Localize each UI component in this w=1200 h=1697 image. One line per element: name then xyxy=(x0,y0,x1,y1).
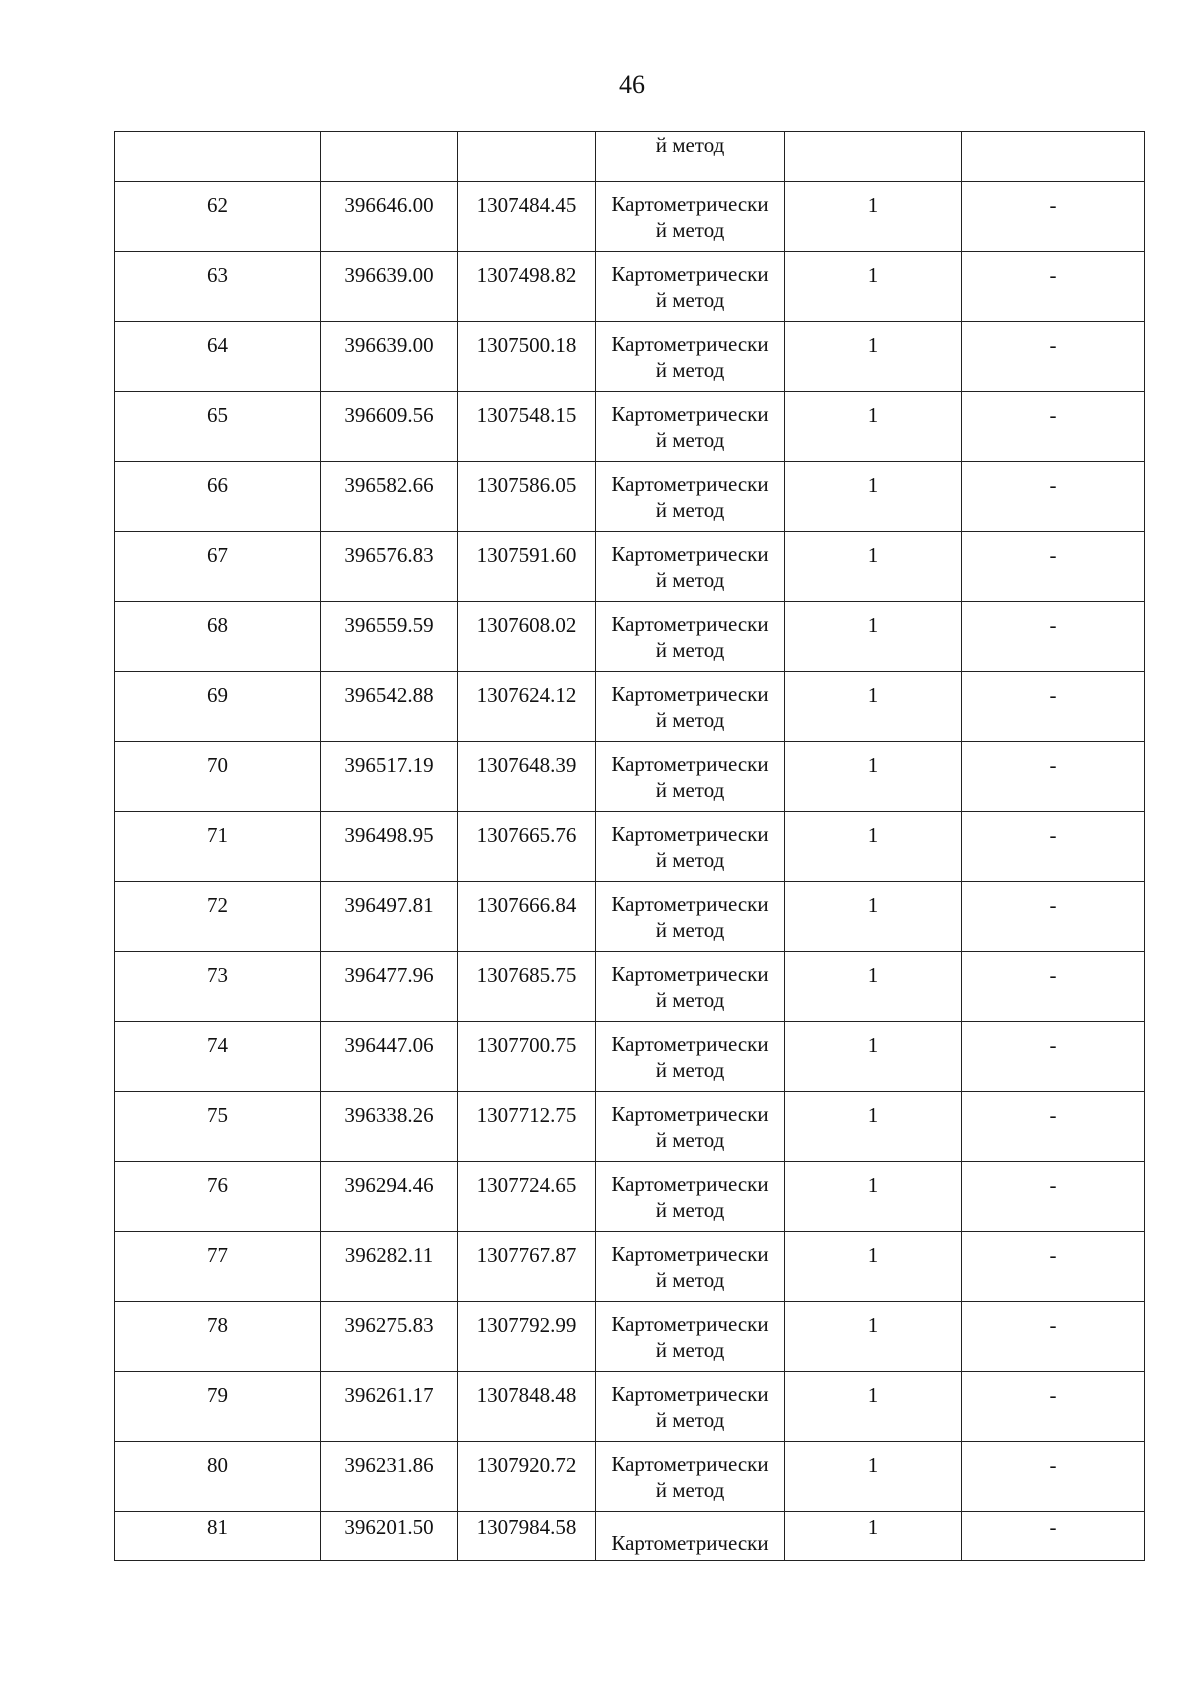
cell-y xyxy=(458,1162,596,1232)
method-line-2: й метод xyxy=(655,567,725,592)
cell-method xyxy=(596,1022,785,1092)
cell-y xyxy=(458,952,596,1022)
cell-x-text: 396576.83 xyxy=(344,542,434,567)
cell-y-text: 1307712.75 xyxy=(476,1102,577,1127)
cell-number xyxy=(115,532,321,602)
cell-x xyxy=(321,132,458,182)
cell-note-text: - xyxy=(1049,612,1057,637)
cell-x-text: 396477.96 xyxy=(344,962,434,987)
cell-number xyxy=(115,1022,321,1092)
cell-note xyxy=(962,882,1145,952)
cell-method xyxy=(596,532,785,602)
table-row xyxy=(115,182,1145,252)
cell-x xyxy=(321,952,458,1022)
cell-accuracy-text: 1 xyxy=(867,1452,879,1477)
table-row xyxy=(115,1232,1145,1302)
method-line-1: Картометрически xyxy=(611,261,769,286)
cell-note-text: - xyxy=(1049,1032,1057,1057)
table-row xyxy=(115,392,1145,462)
cell-number: 81 xyxy=(115,1512,321,1561)
cell-x-text: 396275.83 xyxy=(344,1312,434,1337)
cell-method: Картометрически xyxy=(596,1512,785,1561)
method-line-2: й метод xyxy=(655,917,725,942)
cell-accuracy-text: 1 xyxy=(867,192,879,217)
cell-note-text: - xyxy=(1049,402,1057,427)
cell-number-text: 80 xyxy=(207,1452,228,1477)
cell-number xyxy=(115,1372,321,1442)
cell-number-text: 64 xyxy=(207,332,228,357)
cell-method xyxy=(596,1092,785,1162)
cell-number-text: 69 xyxy=(207,682,228,707)
cell-y xyxy=(458,1302,596,1372)
cell-method xyxy=(596,182,785,252)
cell-number xyxy=(115,462,321,532)
cell-accuracy xyxy=(785,182,962,252)
cell-accuracy-text: 1 xyxy=(867,752,879,777)
cell-note xyxy=(962,1232,1145,1302)
cell-accuracy xyxy=(785,952,962,1022)
cell-x xyxy=(321,672,458,742)
cell-note xyxy=(962,1302,1145,1372)
table-row xyxy=(115,952,1145,1022)
cell-accuracy: 1 xyxy=(785,1512,962,1561)
cell-method xyxy=(596,1232,785,1302)
cell-note xyxy=(962,1372,1145,1442)
method-line-1: Картометрически xyxy=(611,471,769,496)
cell-note xyxy=(962,132,1145,182)
method-line-2: й метод xyxy=(655,1407,725,1432)
cell-x-text: 396338.26 xyxy=(344,1102,434,1127)
cell-x xyxy=(321,1232,458,1302)
method-line-2: й метод xyxy=(655,287,725,312)
method-line-1: Картометрически xyxy=(611,611,769,636)
cell-accuracy-text: 1 xyxy=(867,1382,879,1407)
cell-y-text: 1307724.65 xyxy=(476,1172,577,1197)
cell-y-text: 1307767.87 xyxy=(476,1242,577,1267)
cell-x-text: 396447.06 xyxy=(344,1032,434,1057)
table-row xyxy=(115,672,1145,742)
cell-y xyxy=(458,132,596,182)
cell-note-text: - xyxy=(1049,332,1057,357)
cell-accuracy-text: 1 xyxy=(867,682,879,707)
cell-accuracy-text: 1 xyxy=(867,822,879,847)
cell-accuracy-text: 1 xyxy=(867,892,879,917)
cell-x xyxy=(321,1022,458,1092)
method-line-1: Картометрически xyxy=(611,1171,769,1196)
table-row xyxy=(115,1302,1145,1372)
cell-y-text: 1307648.39 xyxy=(476,752,577,777)
cell-y xyxy=(458,322,596,392)
cell-method xyxy=(596,742,785,812)
cell-number xyxy=(115,1162,321,1232)
cell-y-text: 1307608.02 xyxy=(476,612,577,637)
cell-y xyxy=(458,1092,596,1162)
cell-x xyxy=(321,322,458,392)
method-line-1: Картометрически xyxy=(611,961,769,986)
table-row xyxy=(115,742,1145,812)
cell-number-text: 74 xyxy=(207,1032,228,1057)
method-line-2: й метод xyxy=(655,1337,725,1362)
page-number: 46 xyxy=(619,70,645,99)
cell-number xyxy=(115,602,321,672)
cell-y-text: 1307848.48 xyxy=(476,1382,577,1407)
cell-x-text: 396261.17 xyxy=(344,1382,434,1407)
cell-x xyxy=(321,1372,458,1442)
cell-number-text: 67 xyxy=(207,542,228,567)
cell-y xyxy=(458,462,596,532)
cell-note-text: - xyxy=(1049,192,1057,217)
cell-number xyxy=(115,132,321,182)
method-line-2: й метод xyxy=(655,217,725,242)
cell-accuracy xyxy=(785,462,962,532)
cell-number xyxy=(115,322,321,392)
cell-accuracy xyxy=(785,532,962,602)
cell-number-text: 72 xyxy=(207,892,228,917)
cell-y-text: 1307792.99 xyxy=(476,1312,577,1337)
cell-x-text: 396559.59 xyxy=(344,612,434,637)
cell-method xyxy=(596,1372,785,1442)
cell-accuracy xyxy=(785,1162,962,1232)
cell-x-text: 396497.81 xyxy=(344,892,434,917)
cell-y xyxy=(458,182,596,252)
method-line-2: й метод xyxy=(655,1127,725,1152)
cell-note-text: - xyxy=(1049,892,1057,917)
cell-note xyxy=(962,1092,1145,1162)
cell-note xyxy=(962,392,1145,462)
table-row xyxy=(115,1372,1145,1442)
cell-number-text: 79 xyxy=(207,1382,228,1407)
method-line-1: Картометрически xyxy=(611,401,769,426)
cell-method xyxy=(596,1442,785,1512)
table-row xyxy=(115,1162,1145,1232)
cell-x-text: 396282.11 xyxy=(344,1242,434,1267)
method-line-1: Картометрически xyxy=(611,191,769,216)
continuation-row xyxy=(115,132,1145,182)
cell-y xyxy=(458,392,596,462)
cell-x-text: 396646.00 xyxy=(344,192,434,217)
cell-method xyxy=(596,462,785,532)
cell-note-text: - xyxy=(1049,682,1057,707)
cell-y xyxy=(458,672,596,742)
cell-number-text: 71 xyxy=(207,822,228,847)
cell-y-text: 1307548.15 xyxy=(476,402,577,427)
cell-x: 396201.50 xyxy=(321,1512,458,1561)
table-row-last xyxy=(115,1512,1145,1561)
cell-number-text: 70 xyxy=(207,752,228,777)
cell-accuracy-text: 1 xyxy=(867,542,879,567)
cell-accuracy-text: 1 xyxy=(867,962,879,987)
cell-y xyxy=(458,1442,596,1512)
cell-note xyxy=(962,1022,1145,1092)
cell-number-text: 66 xyxy=(207,472,228,497)
cell-method xyxy=(596,882,785,952)
cell-note xyxy=(962,462,1145,532)
cell-accuracy xyxy=(785,252,962,322)
cell-number-text: 75 xyxy=(207,1102,228,1127)
cell-y xyxy=(458,882,596,952)
cell-y-text: 1307586.05 xyxy=(476,472,577,497)
cell-number xyxy=(115,182,321,252)
coordinates-table xyxy=(114,131,1145,1561)
cell-x xyxy=(321,1302,458,1372)
cell-note xyxy=(962,1442,1145,1512)
cell-number xyxy=(115,392,321,462)
cell-note-text: - xyxy=(1049,1102,1057,1127)
cell-x xyxy=(321,1092,458,1162)
cell-y-text: 1307920.72 xyxy=(476,1452,577,1477)
cell-note xyxy=(962,602,1145,672)
cell-accuracy-text: 1 xyxy=(867,612,879,637)
cell-accuracy xyxy=(785,1302,962,1372)
cell-y-text: 1307685.75 xyxy=(476,962,577,987)
cell-note-text: - xyxy=(1049,542,1057,567)
table-row xyxy=(115,1092,1145,1162)
cell-x-text: 396517.19 xyxy=(344,752,434,777)
method-line-1: Картометрически xyxy=(611,891,769,916)
cell-number-text: 63 xyxy=(207,262,228,287)
cell-x-text: 396498.95 xyxy=(344,822,434,847)
cell-note xyxy=(962,952,1145,1022)
cell-accuracy xyxy=(785,1372,962,1442)
cell-number xyxy=(115,1442,321,1512)
cell-number-text: 62 xyxy=(207,192,228,217)
cell-note xyxy=(962,182,1145,252)
cell-number-text: 76 xyxy=(207,1172,228,1197)
cell-number-text: 78 xyxy=(207,1312,228,1337)
method-line-2: й метод xyxy=(655,427,725,452)
cell-accuracy xyxy=(785,1232,962,1302)
method-line-2: й метод xyxy=(655,1057,725,1082)
cell-accuracy-text: 1 xyxy=(867,1242,879,1267)
cell-y xyxy=(458,1372,596,1442)
cell-y xyxy=(458,532,596,602)
cell-accuracy xyxy=(785,132,962,182)
cell-note: - xyxy=(962,1512,1145,1561)
cell-accuracy xyxy=(785,812,962,882)
cell-note-text: - xyxy=(1049,1242,1057,1267)
cell-accuracy xyxy=(785,672,962,742)
cell-note-text: - xyxy=(1049,262,1057,287)
cell-accuracy xyxy=(785,1022,962,1092)
cell-note xyxy=(962,812,1145,882)
method-line-2: й метод xyxy=(655,987,725,1012)
cell-y-text: 1307484.45 xyxy=(476,192,577,217)
method-line-2: й метод xyxy=(655,1267,725,1292)
cell-number xyxy=(115,1302,321,1372)
method-line-1: Картометрически xyxy=(611,541,769,566)
cell-accuracy xyxy=(785,742,962,812)
cell-method xyxy=(596,812,785,882)
method-line-1: Картометрически xyxy=(611,681,769,706)
cell-accuracy-text: 1 xyxy=(867,472,879,497)
cell-y xyxy=(458,812,596,882)
method-line-2: й метод xyxy=(655,847,725,872)
cell-x xyxy=(321,1442,458,1512)
cell-x xyxy=(321,392,458,462)
cell-x-text: 396294.46 xyxy=(344,1172,434,1197)
method-line-1: Картометрически xyxy=(611,331,769,356)
cell-y xyxy=(458,252,596,322)
cell-note-text: - xyxy=(1049,752,1057,777)
cell-accuracy-text: 1 xyxy=(867,1102,879,1127)
cell-accuracy-text: 1 xyxy=(867,332,879,357)
cell-x xyxy=(321,532,458,602)
cell-x xyxy=(321,602,458,672)
cell-accuracy xyxy=(785,322,962,392)
cell-note xyxy=(962,532,1145,602)
cell-y xyxy=(458,1022,596,1092)
method-line-2: й метод xyxy=(655,1477,725,1502)
cell-method: й метод xyxy=(596,132,785,182)
table-row xyxy=(115,812,1145,882)
cell-note-text: - xyxy=(1049,1452,1057,1477)
cell-note xyxy=(962,1162,1145,1232)
cell-y xyxy=(458,742,596,812)
method-line-1: Картометрически xyxy=(611,1381,769,1406)
cell-method xyxy=(596,952,785,1022)
cell-note xyxy=(962,672,1145,742)
cell-x-text: 396639.00 xyxy=(344,332,434,357)
cell-method xyxy=(596,392,785,462)
cell-note-text: - xyxy=(1049,1172,1057,1197)
cell-accuracy xyxy=(785,1092,962,1162)
cell-accuracy xyxy=(785,1442,962,1512)
cell-note-text: - xyxy=(1049,822,1057,847)
cell-y-text: 1307498.82 xyxy=(476,262,577,287)
cell-method xyxy=(596,322,785,392)
table-row xyxy=(115,1022,1145,1092)
cell-y-text: 1307700.75 xyxy=(476,1032,577,1057)
cell-y: 1307984.58 xyxy=(458,1512,596,1561)
method-line-1: Картометрически xyxy=(611,1241,769,1266)
cell-number xyxy=(115,812,321,882)
cell-method xyxy=(596,1162,785,1232)
cell-accuracy xyxy=(785,882,962,952)
table-row xyxy=(115,252,1145,322)
cell-x xyxy=(321,882,458,952)
cell-x xyxy=(321,742,458,812)
cell-method xyxy=(596,672,785,742)
method-line-1: Картометрически xyxy=(611,1311,769,1336)
cell-accuracy-text: 1 xyxy=(867,1312,879,1337)
cell-number-text: 77 xyxy=(207,1242,228,1267)
method-line-2: й метод xyxy=(655,637,725,662)
cell-number xyxy=(115,882,321,952)
cell-x xyxy=(321,812,458,882)
method-line-1: Картометрически xyxy=(611,751,769,776)
cell-y-text: 1307665.76 xyxy=(476,822,577,847)
cell-number xyxy=(115,1092,321,1162)
cell-x-text: 396231.86 xyxy=(344,1452,434,1477)
cell-y-text: 1307591.60 xyxy=(476,542,577,567)
method-line-2: й метод xyxy=(655,1197,725,1222)
cell-x xyxy=(321,462,458,532)
cell-method xyxy=(596,1302,785,1372)
table-row xyxy=(115,532,1145,602)
method-line-2: й метод xyxy=(655,357,725,382)
cell-y xyxy=(458,1232,596,1302)
cell-accuracy-text: 1 xyxy=(867,402,879,427)
cell-x xyxy=(321,182,458,252)
cell-number xyxy=(115,1232,321,1302)
cell-accuracy xyxy=(785,392,962,462)
cell-x-text: 396609.56 xyxy=(344,402,434,427)
cell-note-text: - xyxy=(1049,472,1057,497)
cell-note-text: - xyxy=(1049,962,1057,987)
cell-accuracy-text: 1 xyxy=(867,1032,879,1057)
cell-y xyxy=(458,602,596,672)
cell-number xyxy=(115,952,321,1022)
cell-method xyxy=(596,252,785,322)
cell-x-text: 396582.66 xyxy=(344,472,434,497)
cell-number xyxy=(115,742,321,812)
cell-number-text: 65 xyxy=(207,402,228,427)
table-row xyxy=(115,1442,1145,1512)
cell-number-text: 73 xyxy=(207,962,228,987)
method-line-2: й метод xyxy=(655,497,725,522)
method-line-1: Картометрически xyxy=(611,1031,769,1056)
cell-note xyxy=(962,252,1145,322)
cell-number-text: 68 xyxy=(207,612,228,637)
cell-x-text: 396542.88 xyxy=(344,682,434,707)
cell-note-text: - xyxy=(1049,1382,1057,1407)
cell-x-text: 396639.00 xyxy=(344,262,434,287)
cell-y-text: 1307500.18 xyxy=(476,332,577,357)
cell-number xyxy=(115,672,321,742)
table-row xyxy=(115,322,1145,392)
table-row xyxy=(115,462,1145,532)
cell-number xyxy=(115,252,321,322)
cell-note xyxy=(962,742,1145,812)
method-line-2: й метод xyxy=(655,707,725,732)
cell-note-text: - xyxy=(1049,1312,1057,1337)
cell-method xyxy=(596,602,785,672)
cell-y-text: 1307666.84 xyxy=(476,892,577,917)
method-line-1: Картометрически xyxy=(611,1101,769,1126)
cell-accuracy-text: 1 xyxy=(867,262,879,287)
cell-accuracy xyxy=(785,602,962,672)
cell-accuracy-text: 1 xyxy=(867,1172,879,1197)
method-line-2: й метод xyxy=(655,777,725,802)
cell-y-text: 1307624.12 xyxy=(476,682,577,707)
method-line-1: Картометрически xyxy=(611,821,769,846)
cell-x xyxy=(321,1162,458,1232)
table-row xyxy=(115,602,1145,672)
table-row xyxy=(115,882,1145,952)
cell-note xyxy=(962,322,1145,392)
method-line-1: Картометрически xyxy=(611,1451,769,1476)
cell-x xyxy=(321,252,458,322)
